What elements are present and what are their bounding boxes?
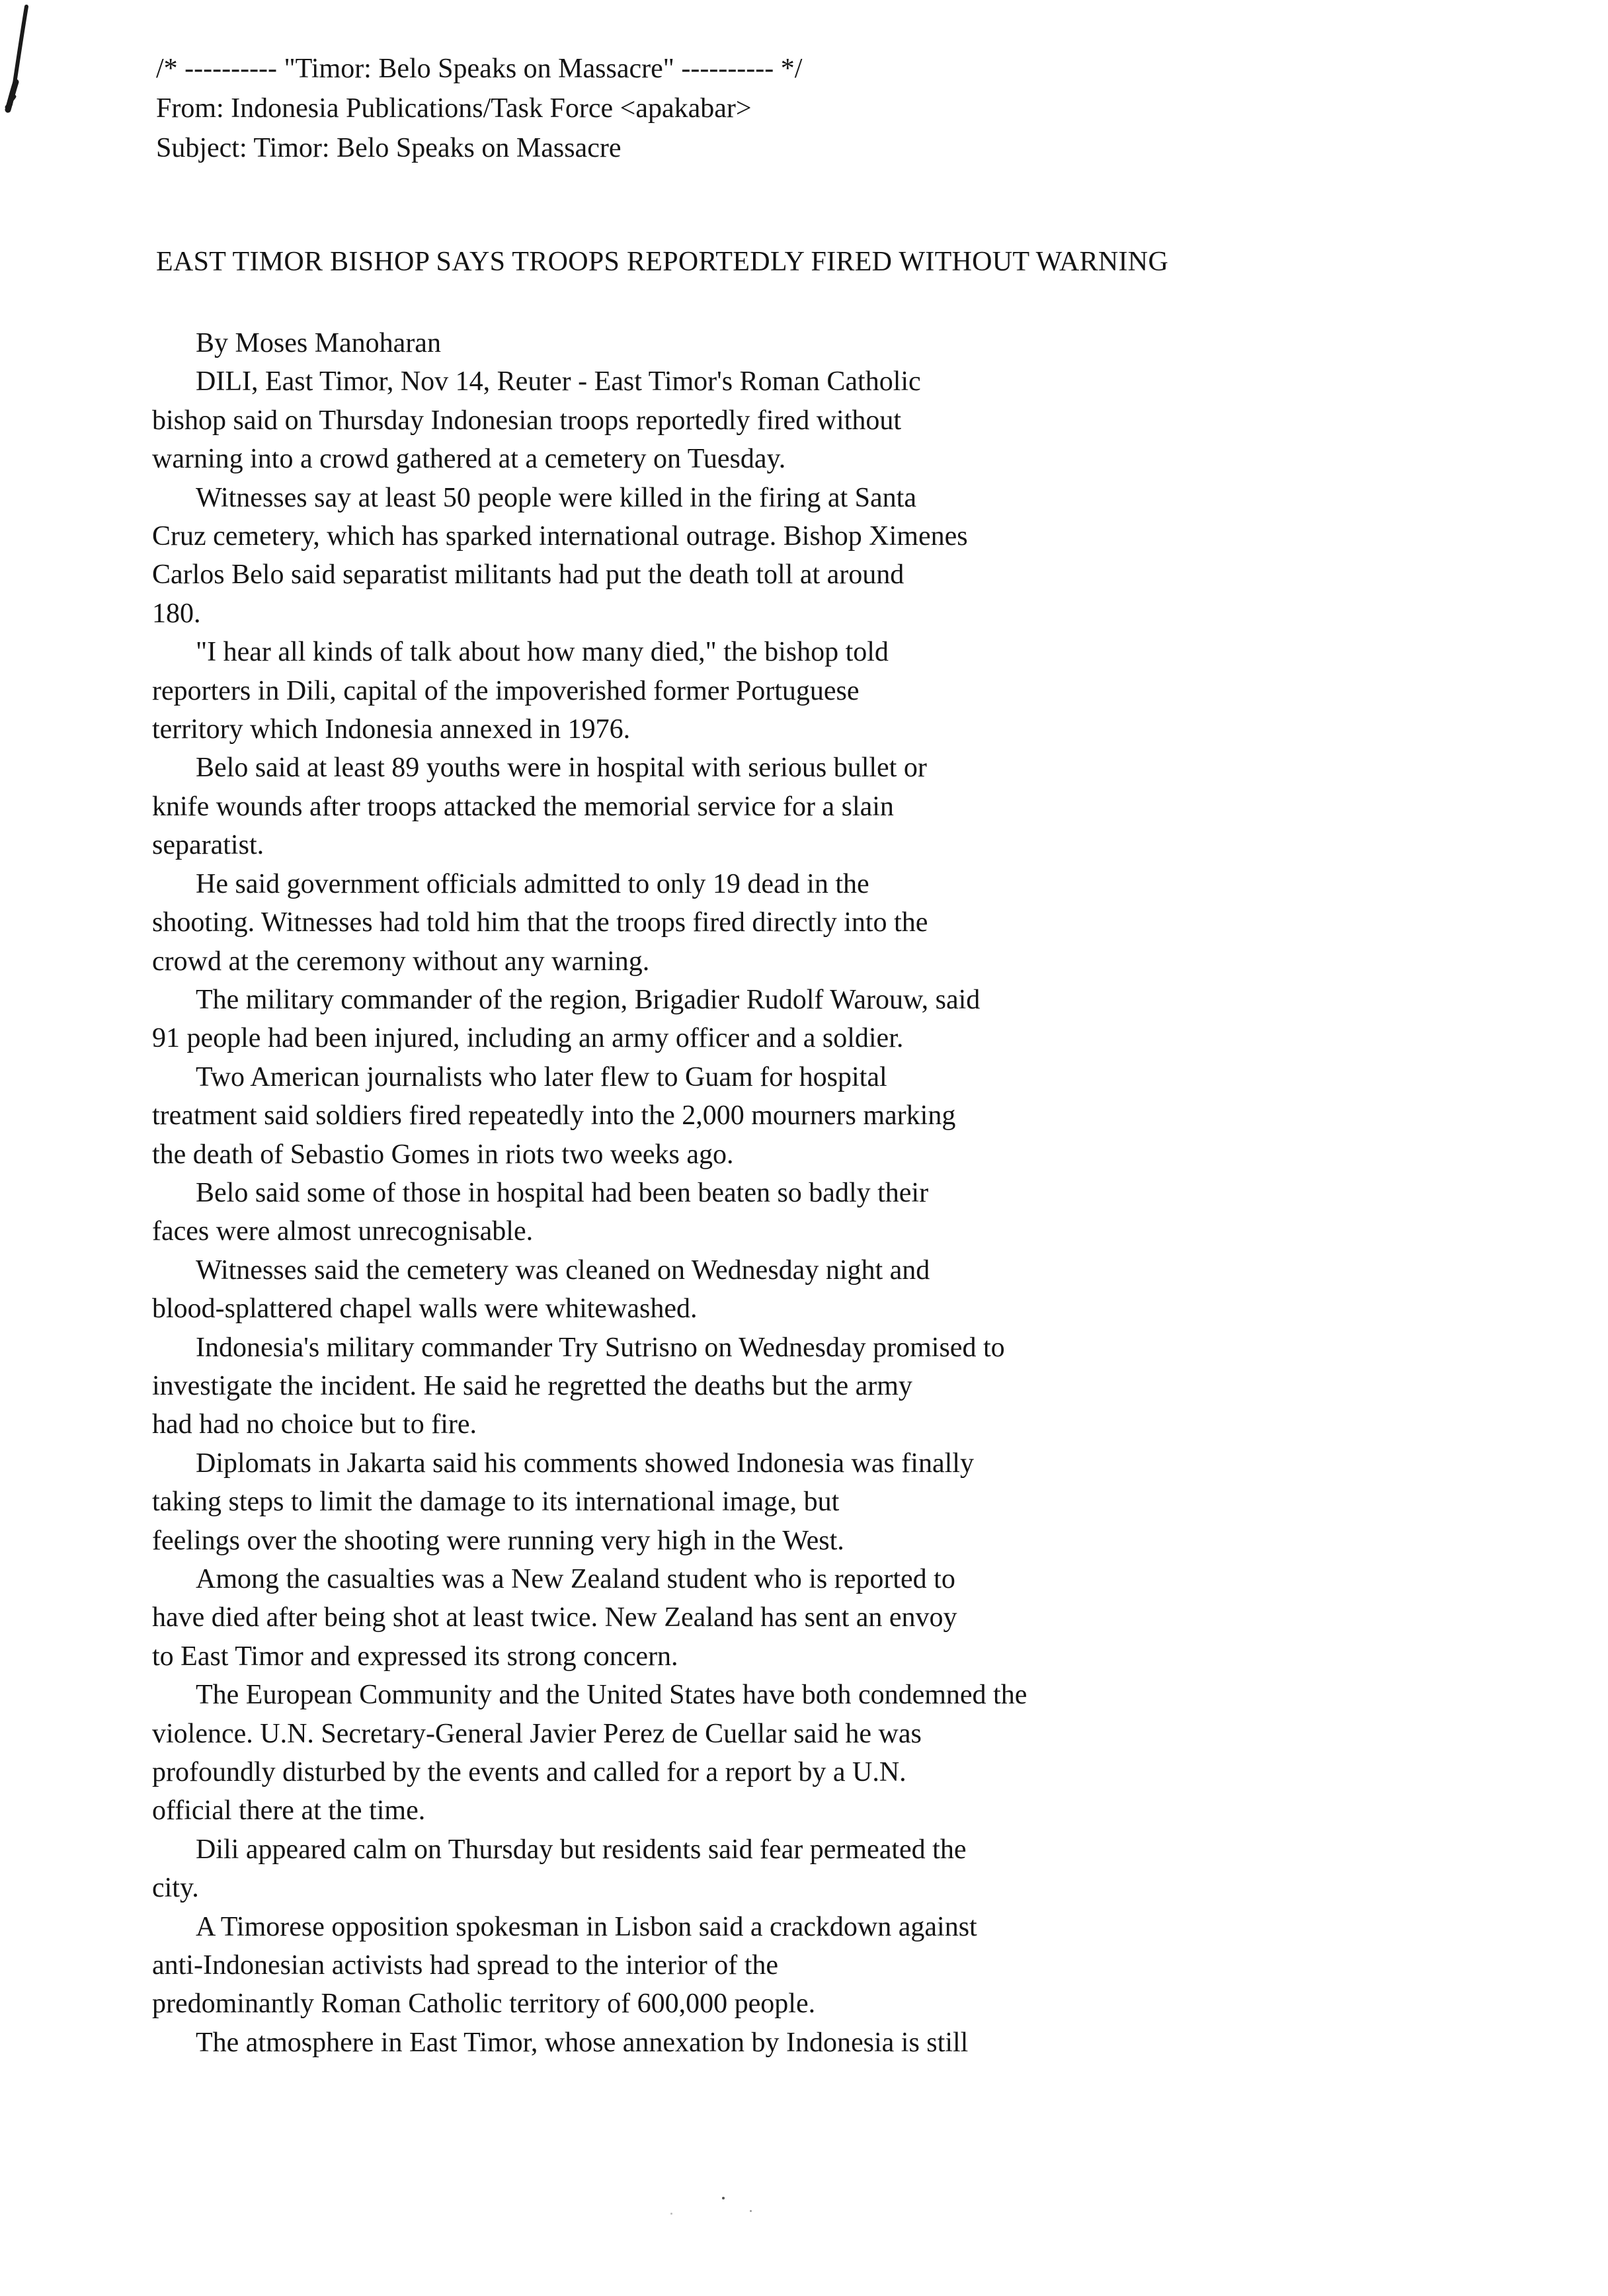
scan-speck xyxy=(670,2213,672,2215)
article-line: He said government officials admitted to only 19 dead in the xyxy=(196,868,869,899)
article-line: A Timorese opposition spokesman in Lisbon said a crackdown against xyxy=(196,1911,977,1942)
article-body xyxy=(152,324,1488,2062)
pen-stroke-mark xyxy=(3,4,42,116)
article-line: official there at the time. xyxy=(152,1795,426,1826)
article-line: predominantly Roman Catholic territory of 600,000 people. xyxy=(152,1988,816,2020)
article-line: DILI, East Timor, Nov 14, Reuter - East Timor's Roman Catholic xyxy=(196,366,921,397)
article-line: Dili appeared calm on Thursday but residents said fear permeated the xyxy=(196,1834,967,1865)
article-line: "I hear all kinds of talk about how many died," the bishop told xyxy=(196,637,889,668)
article-line: crowd at the ceremony without any warning. xyxy=(152,946,650,977)
article-line: violence. U.N. Secretary-General Javier Perez de Cuellar said he was xyxy=(152,1718,922,1749)
article-line: The military commander of the region, Brigadier Rudolf Warouw, said xyxy=(196,984,981,1015)
article-line: Witnesses say at least 50 people were killed in the firing at Santa xyxy=(196,482,916,513)
article-line: territory which Indonesia annexed in 1976. xyxy=(152,714,631,745)
article-line: to East Timor and expressed its strong concern. xyxy=(152,1641,678,1672)
article-line: had had no choice but to fire. xyxy=(152,1409,477,1440)
article-line: taking steps to limit the damage to its international image, but xyxy=(152,1487,840,1518)
article-line: By Moses Manoharan xyxy=(196,328,441,358)
article-line: Among the casualties was a New Zealand student who is reported to xyxy=(196,1564,955,1594)
article-line: reporters in Dili, capital of the impoverished former Portuguese xyxy=(152,675,860,706)
article-line: Belo said some of those in hospital had been beaten so badly their xyxy=(196,1177,929,1208)
article-line: treatment said soldiers fired repeatedly into the 2,000 mourners marking xyxy=(152,1100,956,1131)
article-line: city. xyxy=(152,1873,199,1904)
article-line: 91 people had been injured, including an army officer and a soldier. xyxy=(152,1023,904,1054)
article-line: knife wounds after troops attacked the memorial service for a slain xyxy=(152,791,894,822)
article-line: investigate the incident. He said he regretted the deaths but the army xyxy=(152,1370,912,1401)
article-headline: EAST TIMOR BISHOP SAYS TROOPS REPORTEDLY FIRED WITHOUT WARNING xyxy=(156,247,1169,277)
article-line: the death of Sebastio Gomes in riots two weeks ago. xyxy=(152,1139,734,1170)
article-line: anti-Indonesian activists had spread to the interior of the xyxy=(152,1950,779,1981)
scan-speck xyxy=(750,2210,752,2212)
article-line: blood-splattered chapel walls were whitewashed. xyxy=(152,1293,698,1325)
article-line: 180. xyxy=(152,598,201,629)
article-line: Belo said at least 89 youths were in hospital with serious bullet or xyxy=(196,753,927,784)
scan-speck xyxy=(722,2197,725,2199)
subject-line: Subject: Timor: Belo Speaks on Massacre xyxy=(156,133,622,163)
from-line: From: Indonesia Publications/Task Force <apakabar> xyxy=(156,93,752,124)
article-line: Two American journalists who later flew to Guam for hospital xyxy=(196,1061,887,1092)
article-line: feelings over the shooting were running very high in the West. xyxy=(152,1525,844,1556)
article-line: Witnesses said the cemetery was cleaned on Wednesday night and xyxy=(196,1254,930,1286)
article-line: warning into a crowd gathered at a cemetery on Tuesday. xyxy=(152,444,786,475)
article-line: have died after being shot at least twice. New Zealand has sent an envoy xyxy=(152,1602,957,1633)
article-line: The European Community and the United States have both condemned the xyxy=(196,1680,1027,1711)
article-line: shooting. Witnesses had told him that the troops fired directly into the xyxy=(152,907,928,938)
article-line: Cruz cemetery, which has sparked international outrage. Bishop Ximenes xyxy=(152,521,968,552)
article-line: The atmosphere in East Timor, whose annexation by Indonesia is still xyxy=(196,2027,969,2058)
article-line: profoundly disturbed by the events and called for a report by a U.N. xyxy=(152,1757,906,1788)
article-line: separatist. xyxy=(152,830,264,861)
email-header xyxy=(156,49,1478,168)
article-line: Diplomats in Jakarta said his comments showed Indonesia was finally xyxy=(196,1448,974,1479)
article-line: faces were almost unrecognisable. xyxy=(152,1216,534,1247)
separator-line: /* ---------- "Timor: Belo Speaks on Massacre" ---------- */ xyxy=(156,54,803,84)
article-line: bishop said on Thursday Indonesian troops reportedly fired without xyxy=(152,405,902,436)
article-line: Indonesia's military commander Try Sutrisno on Wednesday promised to xyxy=(196,1332,1005,1363)
article-line: Carlos Belo said separatist militants had put the death toll at around xyxy=(152,559,904,591)
